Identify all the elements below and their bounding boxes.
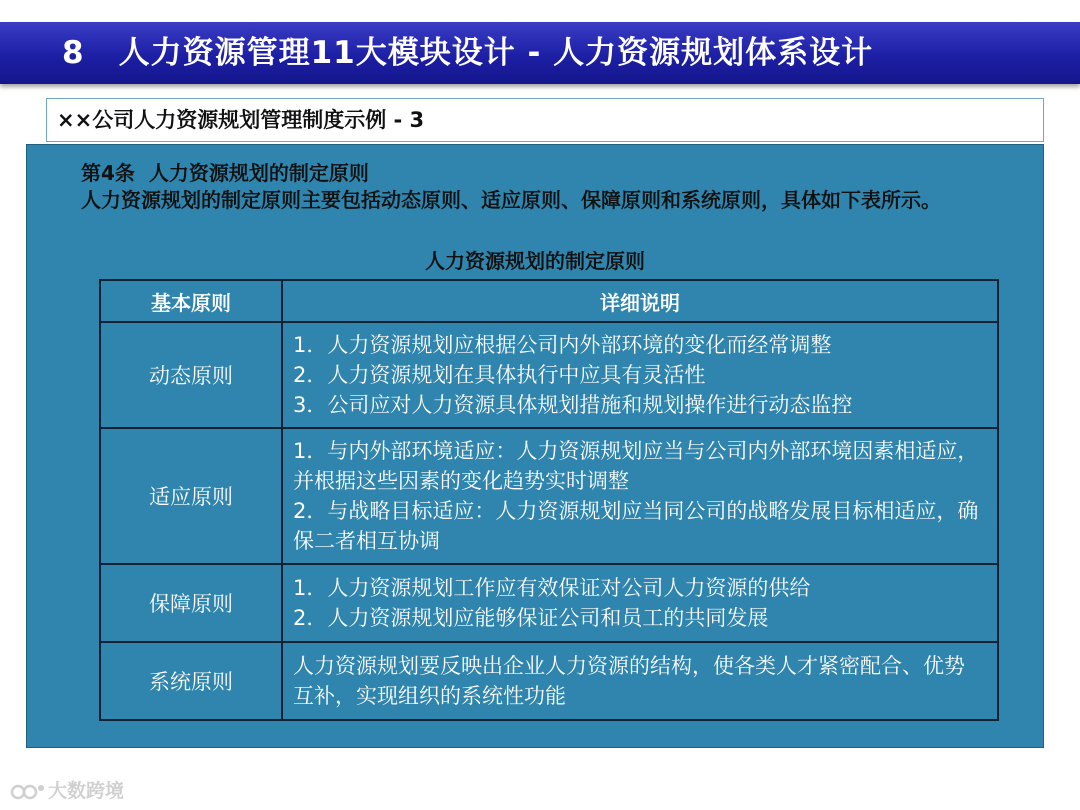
page-title: [62, 22, 873, 84]
section-number: 8: [62, 35, 85, 71]
table-row: [100, 322, 998, 428]
detail-line: 2．人力资源规划在具体执行中应具有灵活性: [293, 363, 706, 387]
watermark: [10, 776, 124, 803]
detail-line: 3．公司应对人力资源具体规划措施和规划操作进行动态监控: [293, 393, 853, 417]
table-caption: 人力资源规划的制定原则: [425, 249, 645, 273]
principle-name: 适应原则: [100, 428, 282, 564]
brand-logo-icon: [10, 782, 48, 802]
detail-line: 2．人力资源规划应能够保证公司和员工的共同发展: [293, 606, 769, 630]
principle-name: 动态原则: [100, 322, 282, 428]
table-row: [100, 564, 998, 642]
principles-table: [99, 279, 999, 721]
column-header: 基本原则: [100, 280, 282, 322]
detail-line: 1．与内外部环境适应：人力资源规划应当与公司内外部环境因素相适应，并根据这些因素的变化趋势实时调整: [293, 439, 979, 493]
article-heading: [81, 157, 369, 186]
column-header: 详细说明: [282, 280, 998, 322]
principle-name: 系统原则: [100, 642, 282, 720]
detail-line: 1．人力资源规划工作应有效保证对公司人力资源的供给: [293, 576, 811, 600]
detail-line: 2．与战略目标适应：人力资源规划应当同公司的战略发展目标相适应，确保二者相互协调: [293, 499, 979, 553]
principle-detail: [282, 428, 998, 564]
principle-detail: [282, 322, 998, 428]
subtitle: ××公司人力资源规划管理制度示例 - 3: [57, 108, 425, 132]
header-bar: [0, 22, 1080, 84]
article-number: 第4条: [81, 161, 135, 185]
content-panel: [26, 144, 1044, 748]
article-heading-text: 人力资源规划的制定原则: [148, 161, 369, 185]
article-paragraph: 人力资源规划的制定原则主要包括动态原则、适应原则、保障原则和系统原则，具体如下表所示。: [81, 188, 941, 212]
table-row: [100, 642, 998, 720]
subtitle-box: [46, 98, 1044, 142]
principle-name: 保障原则: [100, 564, 282, 642]
watermark-text: 大数跨境: [48, 780, 125, 802]
section-title: 人力资源管理11大模块设计 - 人力资源规划体系设计: [118, 35, 874, 71]
detail-line: 1．人力资源规划应根据公司内外部环境的变化而经常调整: [293, 333, 832, 357]
table-header-row: [100, 280, 998, 322]
detail-line: 人力资源规划要反映出企业人力资源的结构，使各类人才紧密配合、优势互补，实现组织的系统性功能: [293, 654, 965, 708]
table-row: [100, 428, 998, 564]
principle-detail: [282, 564, 998, 642]
principle-detail: [282, 642, 998, 720]
